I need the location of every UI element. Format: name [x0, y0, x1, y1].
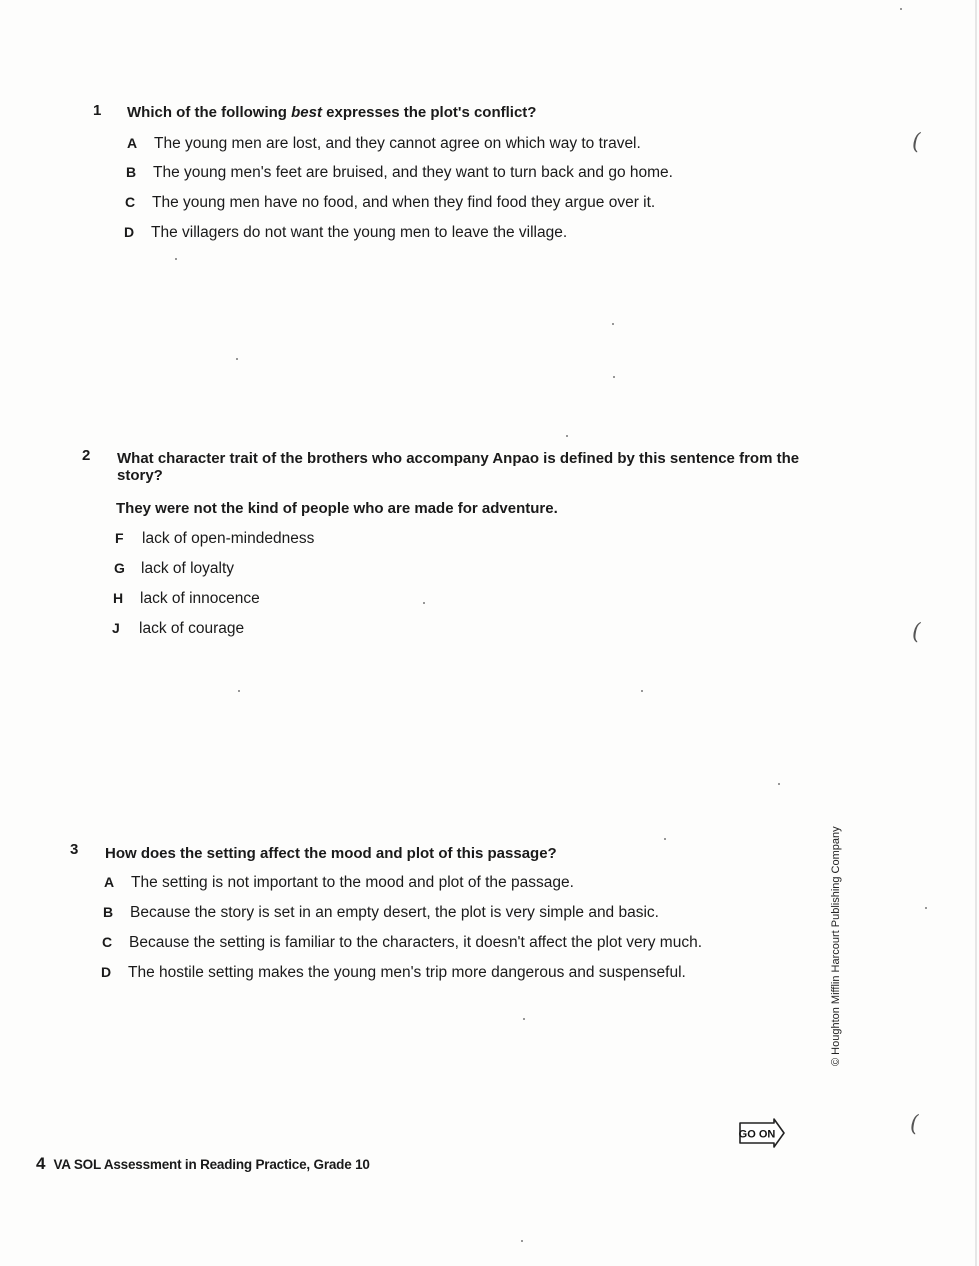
scan-speck	[523, 1018, 525, 1020]
choice-text: The villagers do not want the young men to leave the village.	[151, 224, 568, 241]
choice-text: The young men's feet are bruised, and they want to turn back and go home.	[153, 164, 673, 181]
choice-text: The young men are lost, and they cannot agree on which way to travel.	[154, 135, 641, 152]
margin-mark-2: (	[912, 620, 921, 645]
scan-speck	[175, 258, 177, 260]
choice-text: lack of courage	[139, 620, 245, 637]
scan-speck	[238, 690, 240, 692]
question-1-choice-a[interactable]	[127, 135, 641, 153]
question-1-number: 1	[93, 102, 102, 119]
choice-letter: G	[114, 560, 125, 576]
choice-letter: A	[104, 874, 115, 890]
question-3-choice-d[interactable]	[101, 964, 686, 982]
question-1-stem-pre: Which of the following	[127, 104, 292, 121]
scan-speck	[925, 907, 927, 909]
scan-speck	[900, 8, 902, 10]
scan-speck	[613, 376, 615, 378]
question-3-stem: How does the setting affect the mood and plot of this passage?	[105, 845, 557, 862]
question-1-choice-b[interactable]	[126, 164, 673, 182]
scan-speck	[566, 435, 568, 437]
choice-text: lack of open-mindedness	[142, 530, 315, 547]
margin-mark-3: (	[910, 1112, 919, 1137]
question-1-stem-post: expresses the plot's conflict?	[321, 104, 537, 121]
scan-speck	[641, 690, 643, 692]
copyright-notice: © Houghton Mifflin Harcourt Publishing Company	[830, 826, 842, 1066]
choice-letter: A	[127, 135, 138, 151]
choice-letter: D	[101, 964, 112, 980]
choice-text: Because the story is set in an empty desert, the plot is very simple and basic.	[130, 904, 659, 921]
choice-letter: F	[115, 530, 124, 546]
question-1-choice-c[interactable]	[125, 194, 655, 212]
page-number: 4	[36, 1154, 46, 1173]
scan-speck	[778, 783, 780, 785]
choice-text: The young men have no food, and when they find food they argue over it.	[152, 194, 656, 211]
question-2-quote: They were not the kind of people who are made for adventure.	[116, 500, 558, 517]
question-3-number: 3	[70, 841, 79, 858]
go-on-label: GO ON	[738, 1128, 776, 1141]
choice-letter: J	[112, 620, 120, 636]
question-2-choice-g[interactable]	[114, 560, 234, 578]
choice-letter: B	[103, 904, 114, 920]
question-2-choice-h[interactable]	[113, 590, 260, 608]
choice-text: The hostile setting makes the young men's trip more dangerous and suspenseful.	[128, 964, 686, 981]
choice-text: lack of loyalty	[141, 560, 235, 577]
question-2-choice-f[interactable]	[115, 530, 314, 548]
go-on-arrow-icon	[738, 1118, 786, 1148]
scan-speck	[612, 323, 614, 325]
choice-letter: D	[124, 224, 135, 240]
go-on-arrow[interactable]	[738, 1118, 786, 1153]
question-1-stem	[127, 104, 827, 121]
scan-speck	[664, 838, 666, 840]
choice-letter: C	[125, 194, 136, 210]
choice-text: Because the setting is familiar to the characters, it doesn't affect the plot very much.	[129, 934, 703, 951]
question-1-stem-emphasis: best	[291, 104, 322, 121]
choice-letter: H	[113, 590, 124, 606]
scan-speck	[423, 602, 425, 604]
question-3-choice-c[interactable]	[102, 934, 702, 952]
choice-letter: C	[102, 934, 113, 950]
page-edge	[975, 0, 977, 1266]
margin-mark-1: (	[912, 130, 921, 155]
choice-text: lack of innocence	[140, 590, 260, 607]
scan-speck	[521, 1240, 523, 1242]
question-2-stem: What character trait of the brothers who accompany Anpao is defined by this sentence from the story?	[117, 450, 800, 484]
question-3-choice-b[interactable]	[103, 904, 659, 922]
choice-letter: B	[126, 164, 137, 180]
question-3-choice-a[interactable]	[104, 874, 574, 892]
question-2-choice-j[interactable]	[112, 620, 244, 638]
question-1-choice-d[interactable]	[124, 224, 567, 242]
scan-speck	[236, 358, 238, 360]
footer-title: VA SOL Assessment in Reading Practice, Grade 10	[53, 1157, 370, 1172]
question-2-number: 2	[82, 447, 91, 464]
page-footer	[36, 1154, 370, 1174]
choice-text: The setting is not important to the mood and plot of the passage.	[131, 874, 574, 891]
